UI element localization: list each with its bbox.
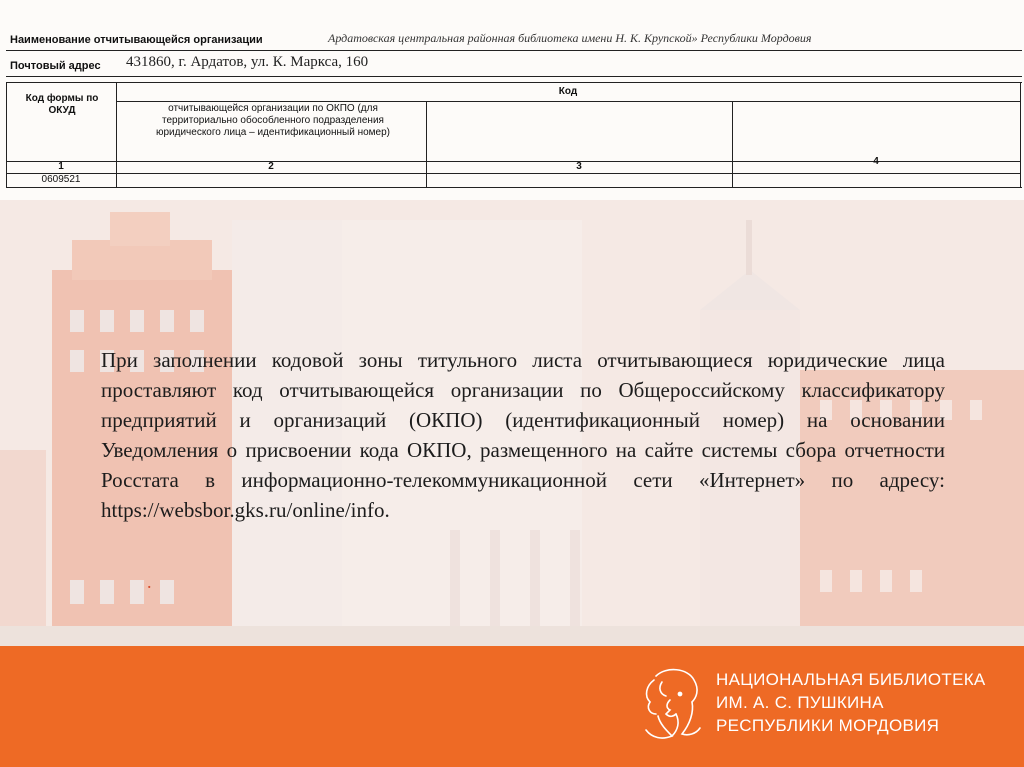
okpo-header: отчитывающейся организации по ОКПО (для территориально обособленного подразделения юридического лица – идентификационный номер) xyxy=(155,103,390,138)
col-number-3: 3 xyxy=(576,161,582,172)
library-name xyxy=(716,668,986,737)
library-name-line-2: ИМ. А. С. ПУШКИНА xyxy=(716,693,884,712)
main-paragraph: При заполнении кодовой зоны титульного листа отчитывающиеся юридические лица проставляют код отчитывающейся организации по Общероссийскому классификатору предприятий и организаций (ОКПО) (идентификационный номер) на основании Уведомления о присвоении кода ОКПО, размещенного на сайте системы сбора отчетности Росстата в информационно-телекоммуникационной сети «Интернет» по адресу: https://websbor.gks.ru/online/info. xyxy=(101,348,945,522)
form-header xyxy=(6,22,1022,190)
library-name-line-3: РЕСПУБЛИКИ МОРДОВИЯ xyxy=(716,716,940,735)
org-name-value: Ардатовская центральная районная библиотека имени Н. К. Крупской» Республики Мордовия xyxy=(328,31,812,45)
col-number-1: 1 xyxy=(58,161,64,172)
bullet-dot: . xyxy=(147,572,152,592)
col-number-4: 4 xyxy=(873,156,879,167)
org-name-row xyxy=(6,30,1022,51)
code-grid xyxy=(6,82,1022,188)
pushkin-profile-icon xyxy=(636,664,710,744)
okud-value: 0609521 xyxy=(41,174,81,185)
address-value: 431860, г. Ардатов, ул. К. Маркса, 160 xyxy=(126,54,369,70)
okud-header: Код формы по ОКУД xyxy=(25,93,99,116)
address-row xyxy=(6,54,1022,77)
library-name-line-1: НАЦИОНАЛЬНАЯ БИБЛИОТЕКА xyxy=(716,670,986,689)
footer-band xyxy=(0,646,1024,767)
col-number-2: 2 xyxy=(268,161,274,172)
kod-header: Код xyxy=(558,86,578,97)
address-label: Почтовый адрес xyxy=(10,60,101,72)
org-name-label: Наименование отчитывающейся организации xyxy=(10,34,263,46)
